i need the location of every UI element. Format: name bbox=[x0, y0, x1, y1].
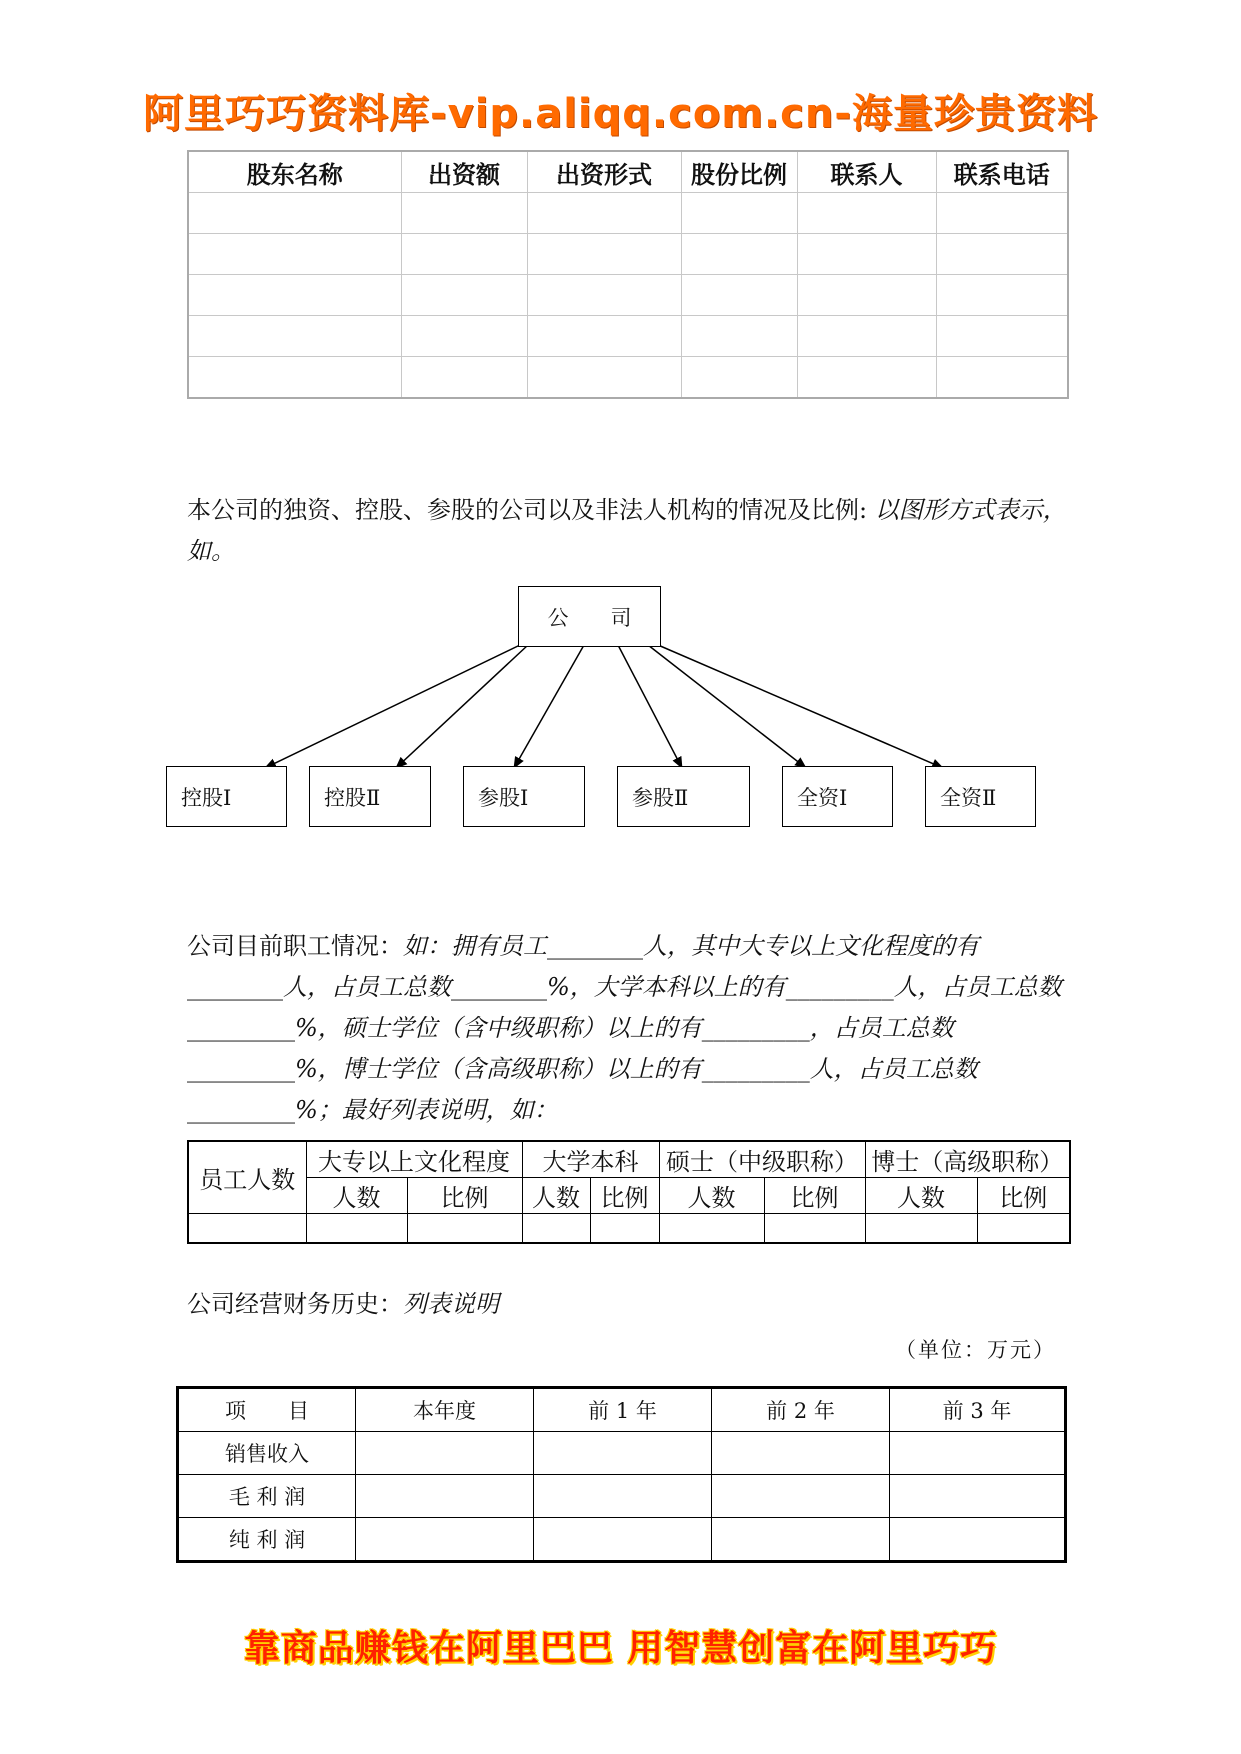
staff-label: 公司目前职工情况： bbox=[187, 932, 403, 960]
staff-table-sub-row bbox=[188, 1178, 1070, 1214]
row-label-net-profit: 纯 利 润 bbox=[178, 1518, 356, 1562]
arrow-to-holding-1 bbox=[265, 645, 520, 768]
table-cell bbox=[522, 1214, 590, 1244]
arrow-to-wholly-owned-2 bbox=[658, 645, 943, 768]
table-cell bbox=[534, 1475, 712, 1518]
org-root-company: 公 司 bbox=[518, 586, 661, 647]
table-cell bbox=[534, 1432, 712, 1475]
org-node-equity-2: 参股Ⅱ bbox=[617, 766, 750, 827]
table-cell bbox=[890, 1475, 1066, 1518]
org-node-wholly-owned-1: 全资Ⅰ bbox=[782, 766, 893, 827]
org-node-wholly-owned-2: 全资Ⅱ bbox=[925, 766, 1036, 827]
arrow-to-equity-1 bbox=[514, 645, 584, 768]
table-cell bbox=[356, 1518, 534, 1562]
header-item: 项 目 bbox=[178, 1388, 356, 1432]
header-prev-1-year: 前 1 年 bbox=[534, 1388, 712, 1432]
sub-header-ratio: 比例 bbox=[977, 1178, 1070, 1214]
row-label-gross-profit: 毛 利 润 bbox=[178, 1475, 356, 1518]
table-cell bbox=[188, 1214, 306, 1244]
sub-header-count: 人数 bbox=[306, 1178, 407, 1214]
group-college: 大专以上文化程度 bbox=[306, 1141, 522, 1178]
table-cell bbox=[890, 1432, 1066, 1475]
group-bachelor: 大学本科 bbox=[522, 1141, 659, 1178]
row-label-sales-revenue: 销售收入 bbox=[178, 1432, 356, 1475]
sub-header-count: 人数 bbox=[865, 1178, 977, 1214]
sub-header-ratio: 比例 bbox=[764, 1178, 865, 1214]
table-cell bbox=[590, 1214, 659, 1244]
table-cell bbox=[356, 1432, 534, 1475]
finance-table bbox=[176, 1386, 1067, 1563]
header-shareholder-name: 股东名称 bbox=[188, 151, 401, 193]
header-prev-3-year: 前 3 年 bbox=[890, 1388, 1066, 1432]
header-prev-2-year: 前 2 年 bbox=[712, 1388, 890, 1432]
header-current-year: 本年度 bbox=[356, 1388, 534, 1432]
header-capital-amount: 出资额 bbox=[401, 151, 527, 193]
arrow-to-holding-2 bbox=[396, 645, 528, 768]
finance-header-row bbox=[178, 1388, 1066, 1432]
staff-instruction: 如：拥有员工________人，其中大专以上文化程度的有________人，占员工总数________%，大学本科以上的有_________人，占员工总数_________%，硕士学位（含中级职称）以上的有_________，占员工总数_________%，博士学位（含高级职称）以上的有_________人，占员工总数_________%；最好列表说明，如： bbox=[187, 932, 1062, 1124]
table-cell bbox=[306, 1214, 407, 1244]
sub-header-count: 人数 bbox=[659, 1178, 764, 1214]
table-row bbox=[178, 1475, 1066, 1518]
sub-header-ratio: 比例 bbox=[407, 1178, 522, 1214]
table-cell bbox=[356, 1475, 534, 1518]
header-banner: 阿里巧巧资料库-vip.aliqq.com.cn-海量珍贵资料 bbox=[143, 91, 1098, 137]
org-node-holding-1: 控股Ⅰ bbox=[166, 766, 287, 827]
group-doctor: 博士（高级职称） bbox=[865, 1141, 1070, 1178]
table-cell bbox=[764, 1214, 865, 1244]
table-cell bbox=[865, 1214, 977, 1244]
header-contact: 联系人 bbox=[797, 151, 936, 193]
header-capital-form: 出资形式 bbox=[527, 151, 681, 193]
table-cell bbox=[890, 1518, 1066, 1562]
table-cell bbox=[407, 1214, 522, 1244]
staff-row-header: 员工人数 bbox=[188, 1141, 306, 1214]
staff-table-group-row bbox=[188, 1141, 1070, 1178]
table-cell bbox=[977, 1214, 1070, 1244]
table-cell bbox=[659, 1214, 764, 1244]
subsidiary-text: 本公司的独资、控股、参股的公司以及非法人机构的情况及比例: bbox=[187, 496, 875, 524]
table-cell bbox=[712, 1432, 890, 1475]
table-cell bbox=[712, 1475, 890, 1518]
finance-label: 公司经营财务历史： bbox=[187, 1290, 403, 1318]
header-share-ratio: 股份比例 bbox=[681, 151, 797, 193]
finance-instruction: 列表说明 bbox=[403, 1290, 499, 1318]
table-row bbox=[178, 1432, 1066, 1475]
sub-header-count: 人数 bbox=[522, 1178, 590, 1214]
sub-header-ratio: 比例 bbox=[590, 1178, 659, 1214]
org-node-holding-2: 控股Ⅱ bbox=[309, 766, 431, 827]
table-cell bbox=[712, 1518, 890, 1562]
table-cell bbox=[534, 1518, 712, 1562]
footer-banner: 靠商品赚钱在阿里巴巴 用智慧创富在阿里巧巧 bbox=[243, 1628, 998, 1669]
org-node-equity-1: 参股Ⅰ bbox=[463, 766, 585, 827]
table-row bbox=[188, 1214, 1070, 1244]
finance-paragraph bbox=[187, 1284, 1067, 1325]
header-phone: 联系电话 bbox=[936, 151, 1068, 193]
table-row bbox=[178, 1518, 1066, 1562]
staff-paragraph bbox=[187, 926, 1067, 1131]
unit-note: （单位：万元） bbox=[895, 1338, 1056, 1362]
staff-table bbox=[187, 1140, 1071, 1244]
subsidiary-instruction: 以图形方式表示，如。 bbox=[187, 496, 1067, 565]
group-master: 硕士（中级职称） bbox=[659, 1141, 865, 1178]
